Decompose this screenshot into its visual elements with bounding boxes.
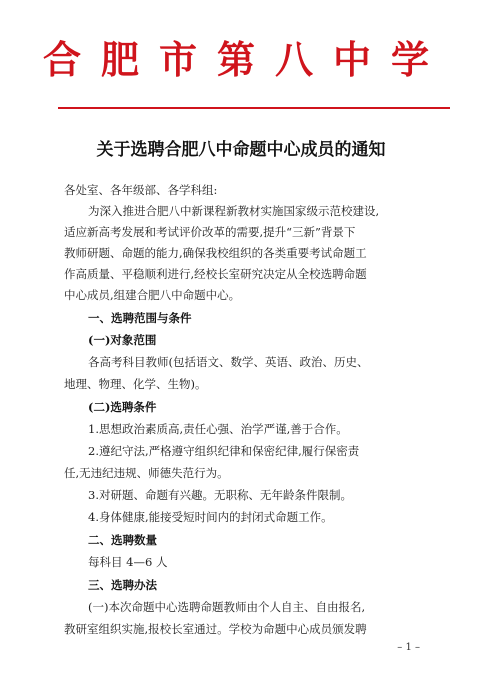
condition-line-3: 任,无违纪违规、师德失范行为。 <box>64 466 229 480</box>
intro-line-5: 中心成员,组建合肥八中命题中心。 <box>64 288 241 302</box>
school-masthead: 合肥市第八中学 <box>42 38 449 82</box>
condition-line-4: 3.对研题、命题有兴趣。无职称、无年龄条件限制。 <box>88 488 352 502</box>
section1-heading: 一、选聘范围与条件 <box>88 311 192 325</box>
sub1-line-2: 地理、物理、化学、生物)。 <box>64 377 207 391</box>
intro-line-3: 教师研题、命题的能力,确保我校组织的各类重要考试命题工 <box>64 246 367 260</box>
condition-line-2: 2.遵纪守法,严格遵守组织纪律和保密纪律,履行保密责 <box>88 444 360 458</box>
intro-line-4: 作高质量、平稳顺利进行,经校长室研究决定从全校选聘命题 <box>64 267 367 281</box>
section1-sub2-heading: (二)选聘条件 <box>88 400 157 414</box>
masthead-red-rule <box>58 107 450 109</box>
section2-text: 每科目 4—6 人 <box>88 555 168 569</box>
section3-line-2: 教研室组织实施,报校长室通过。学校为命题中心成员颁发聘 <box>64 622 367 636</box>
sub1-line-1: 各高考科目教师(包括语文、数学、英语、政治、历史、 <box>88 355 369 369</box>
section1-sub1-heading: (一)对象范围 <box>88 333 157 347</box>
salutation: 各处室、各年级部、各学科组: <box>64 183 218 197</box>
intro-line-1: 为深入推进合肥八中新课程新教材实施国家级示范校建设, <box>88 204 380 218</box>
intro-line-2: 适应新高考发展和考试评价改革的需要,提升“三新”背景下 <box>64 225 356 239</box>
section3-heading: 三、选聘办法 <box>88 578 157 592</box>
section2-heading: 二、选聘数量 <box>88 533 157 547</box>
condition-line-1: 1.思想政治素质高,责任心强、治学严谨,善于合作。 <box>88 422 348 436</box>
document-title: 关于选聘合肥八中命题中心成员的通知 <box>96 140 386 160</box>
section3-line-1: (一)本次命题中心选聘命题教师由个人自主、自由报名, <box>88 600 366 614</box>
page-number: – 1 – <box>397 642 420 653</box>
condition-line-5: 4.身体健康,能接受短时间内的封闭式命题工作。 <box>88 510 333 524</box>
